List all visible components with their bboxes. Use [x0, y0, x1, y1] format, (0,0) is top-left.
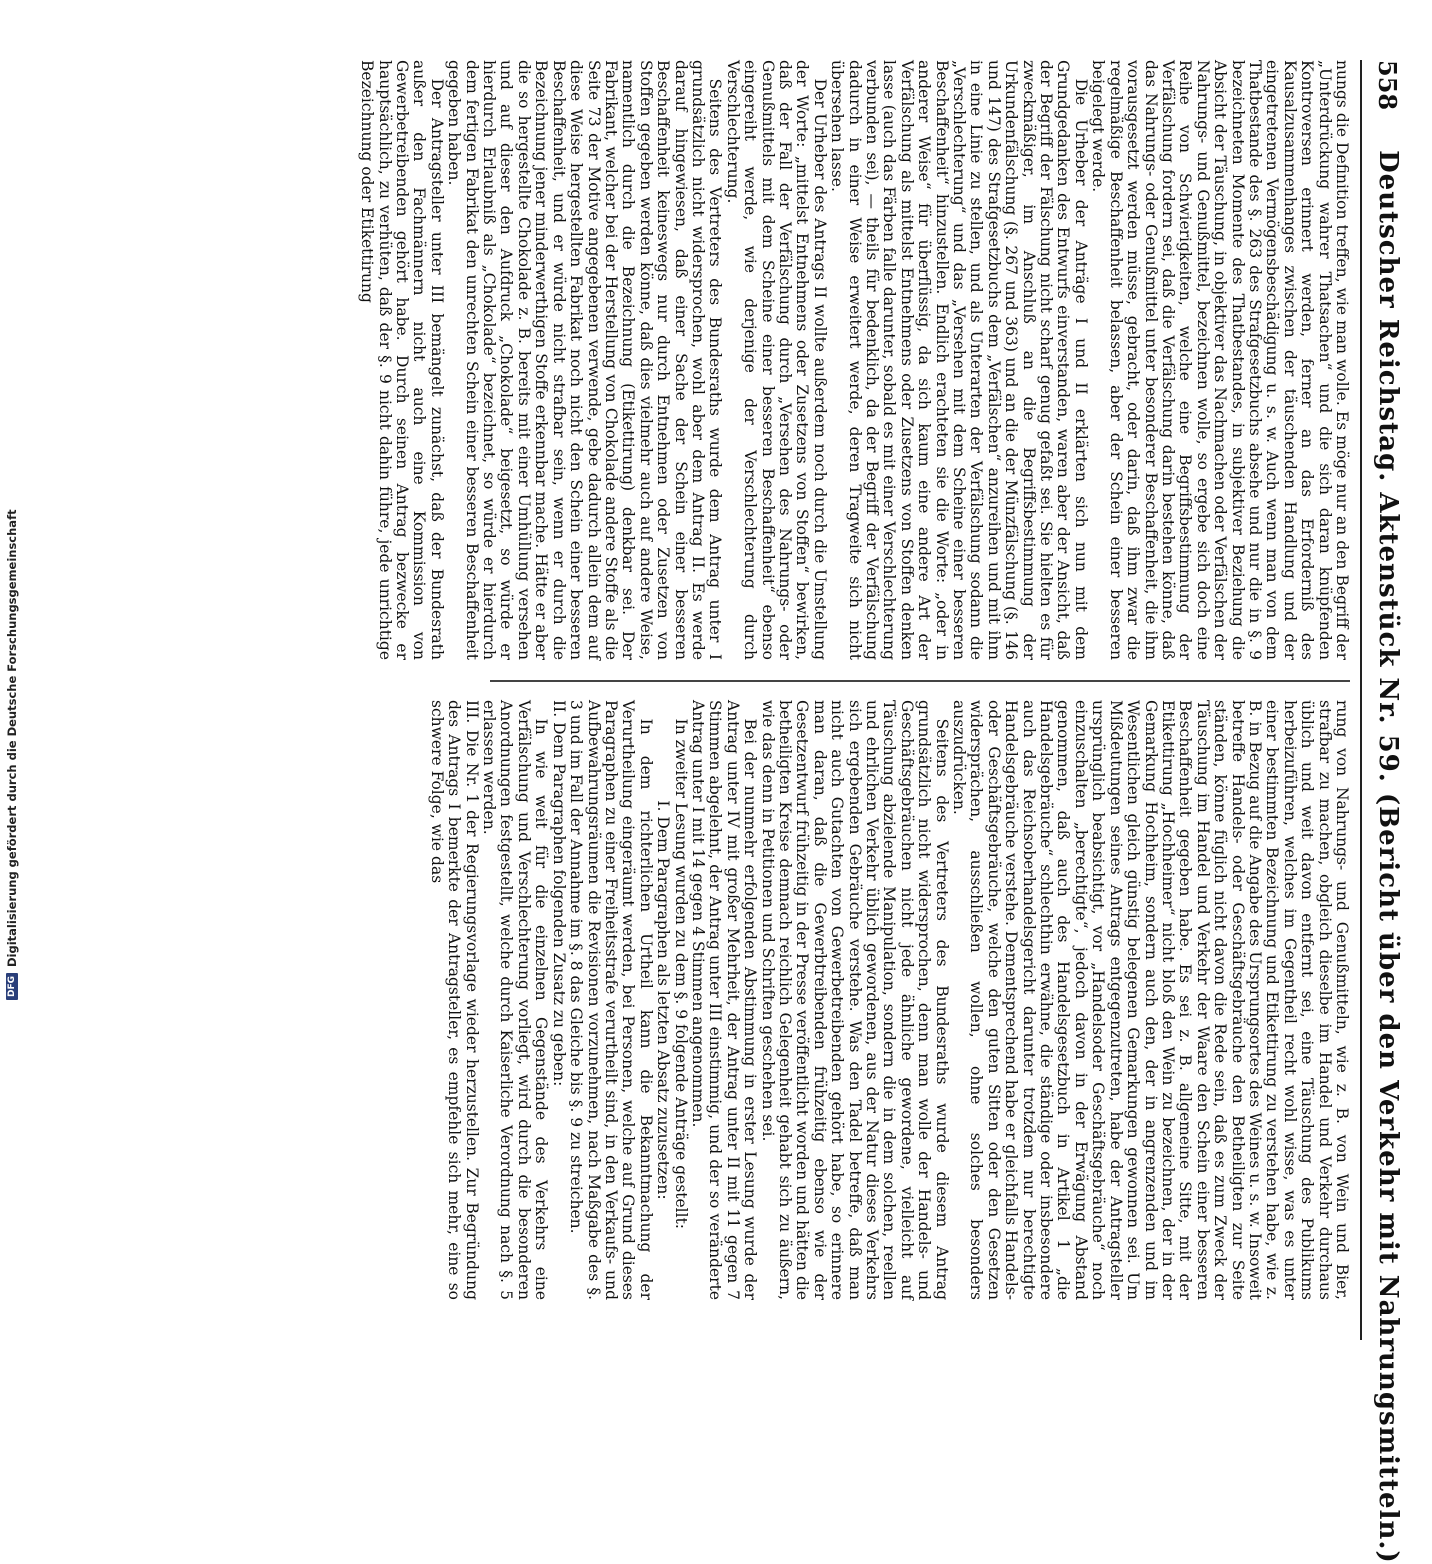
running-head	[1366, 60, 1410, 1564]
right-column	[427, 700, 1351, 1300]
page-sheet	[358, 20, 1420, 1564]
paragraph: In zweiter Lesung wurden zu dem §. 9 folgende Anträge gestellt:	[671, 718, 690, 1230]
paragraph: In dem richterlichen Urtheil kann die Bekanntmachung der Verurtheilung eingeräumt werden, bei Personen, welche auf Grund dieses Paragraphen zu einer Freiheitsstrafe verurtheilt sind, in den Verkaufs- und Aufbewahrungsräumen die Revisionen vorzunehmen, nach Maßgabe des §. 3 und im Fall der Annahme im §. 8 das Gleiche bis §. 9 zu streichen.	[567, 700, 655, 1300]
dfg-logo: DFG	[6, 973, 18, 1000]
paragraph: Seitens des Vertreters des Bundesraths wurde diesem Antrag grundsätzlich nicht widersprochen, denn man wolle der Handels- und Geschäftsgebräuchen nicht jede ähnliche gewordene, vielleicht auf Täuschung abzielende Manipulation, sondern die in dem solchen, reellen und ehrlichen Verkehr üblich gewordenen, aus der Natur dieses Verkehrs sich ergebenden Gebräuche verstehe. Was den Tadel betreffe, daß man nicht auch Gutachten von Gewerbetreibenden gehört habe, so erinnere man daran, daß die Gewerbtreibenden frühzeitig ebenso wie der Gesetzentwurf frühzeitig in der Presse veröffentlicht worden und hätten die betheiligten Kreise demnach reichlich Gelegenheit gehabt sich zu äußern, wie das denn in Petitionen und Schriften geschehen sei.	[758, 700, 951, 1300]
paragraph: III. Die Nr. 1 der Regierungsvorlage wieder herzustellen. Zur Begründung des Antrags I bemerkte der Antragsteller, es empfehle sich mehr, eine so schwere Folge, wie das	[427, 700, 481, 1300]
paragraph: Seitens des Vertreters des Bundesraths wurde dem Antrag unter I grundsätzlich nicht widersprochen, wohl aber dem Antrag II. Es werde darauf hingewiesen, daß einer Sache der Schein einer besseren Beschaffenheit keineswegs nur durch Entnehmen oder Zusetzen von Stoffen gegeben werden könne, daß dies vielmehr auch auf andere Weise, namentlich durch die Bezeichnung (Etikettirung) denkbar sei. Der Fabrikant, welcher bei der Herstellung von Chokolade andere Stoffe als die Seite 73 der Motive angegebenen verwende, gebe dadurch allein dem auf diese Weise hergestellten Fabrikat noch nicht den Schein einer besseren Beschaffenheit, und er würde nicht strafbar sein, wenn er durch die Bezeichnung jener minderwerthigen Stoffe erkennbar mache. Hätte er aber die so hergestellte Chokolade z. B. bereits mit einer Umhüllung versehen und auf dieser den Aufdruck „Chokolade“ beigesetzt, so würde er hierdurch Erlaubniß als „Chokolade“ bezeichnet, so würde er hierdurch dem fertigen Fabrikat den unrechten Schein einer besseren Beschaffenheit gegeben haben.	[445, 60, 725, 660]
header-rule	[1360, 60, 1362, 1340]
paragraph: In wie weit für die einzelnen Gegenstände des Verkehrs eine Verfälschung und Verschlechterung vorliegt, wird durch die besonderen Anordnungen festgestellt, welche durch Kaiserliche Verordnung nach §. 5 erlassen werden.	[480, 700, 551, 1300]
paragraph: Die Urheber der Anträge I und II erklärten sich nun mit dem Grundgedanken des Entwurfs einverstanden, waren aber der Ansicht, daß der Begriff der Fälschung nicht scharf genug gefaßt sei. Sie hielten es für zweckmäßiger, im Anschluß an die Begriffsbestimmung der Urkundenfälschung (§. 267 und 363) und an die der Münzfälschung (§. 146 und 147) des Strafgesetzbuchs dem „Verfälschen“ anzureihen und mit ihm in eine Linie zu stellen, und als Unterarten der Verfälschung sodann die „Verschlechterung“ und das „Versehen mit dem Scheine einer besseren Beschaffenheit“ hinzustellen. Endlich erachteten sie die Worte: „oder in anderer Weise“ für überflüssig, da sich kaum eine andere Art der Verfälschung als mittelst Entnehmens oder Zusetzens von Stoffen denken lasse (auch das Färben falle darunter, sobald es mit einer Verschlechterung verbunden sei), — theils für bedenklich, da der Begriff der Verfälschung dadurch in einer Weise erweitert werde, deren Tragweite sich nicht übersehen lasse.	[828, 60, 1090, 660]
scanned-page	[80, 20, 1420, 1564]
column-divider	[490, 680, 1350, 682]
motion-heading: II. Dem Paragraphen folgenden Zusatz zu geben:	[549, 700, 568, 1087]
running-title: Deutscher Reichstag. Aktenstück Nr. 59. (Bericht über den Verkehr mit Nahrungsmitteln.)	[1373, 150, 1403, 1564]
page-number: 558	[1373, 60, 1403, 111]
paragraph: Der Antragsteller unter III bemängelt zunächst, daß der Bundesrath außer den Fachmännern nicht auch eine Kommission von Gewerbetreibenden gehört habe. Durch seinen Antrag bezwecke er hauptsächlich, zu verhüten, daß der §. 9 nicht dahin führe, jede unrichtige Bezeichnung oder Etikettirung	[358, 60, 446, 660]
left-column	[358, 60, 1351, 660]
paragraph: rung von Nahrungs- und Genußmitteln, wie z. B. von Wein und Bier, strafbar zu machen, obgleich dieselbe im Handel und Verkehr durchaus üblich und weit davon entfernt sei, eine Täuschung des Publikums herbeizuführen, welches im Gegentheil recht wohl wisse, was es unter einer bestimmten Bezeichnung und Etikettirung zu verstehen habe, wie z. B. in Bezug auf die Angabe des Ursprungsortes des Weines u. s. w. Insoweit betreffe Handels- oder Geschäftsgebräuche den Betheiligten zur Seite ständen, könne füglich nicht davon die Rede sein, daß es zum Zweck der Täuschung im Handel und Verkehr der Waare den Schein einer besseren Beschaffenheit gegeben habe. Es sei z. B. allgemeine Sitte, mit der Etikettirung „Hochheimer“ nicht bloß den Wein zu bezeichnen, der in der Gemarkung Hochheim, sondern auch den, der in angrenzenden und im Wesentlichen gleich günstig belegenen Gemarkungen gewonnen sei. Um Mißdeutungen seines Antrags entgegenzutreten, habe der Antragsteller ursprünglich beabsichtigt, vor „Handelsoder Geschäftsgebräuche“ noch einzuschalten „berechtigte“, jedoch davon in der Erwägung Abstand genommen, daß auch des Handelsgesetzbuch in Artikel 1 „die Handelsgebräuche“ schlechthin erwähne, die ständige oder insbesondere auch das Reichsoberhandelsgericht darunter trotzdem nur berechtigte Handelsgebräuche verstehe. Dementsprechend habe er gleichfalls Handels- oder Geschäftsgebräuche, welche den guten Sitten oder den Gesetzen widersprächen, ausschließen wollen, ohne solches besonders auszudrücken.	[950, 700, 1351, 1300]
digitization-credit	[2, 400, 22, 1000]
motion-heading: I. Dem Paragraphen als letzten Absatz zuzusetzen:	[654, 800, 673, 1200]
paragraph: Der Urheber des Antrags II wollte außerdem noch durch die Umstellung der Worte: „mittelst Entnehmens oder Zusetzens von Stoffen“ bewirken, daß der Fall der Verfälschung durch „Versehen des Nahrungs- oder Genußmittels mit dem Scheine einer besseren Beschaffenheit“ ebenso eingereiht werde, wie derjenige der Verschlechterung durch Verschlechterung.	[723, 60, 829, 660]
paragraph: Bei der nunmehr erfolgenden Abstimmung in erster Lesung wurde der Antrag unter IV mit großer Mehrheit, der Antrag unter II mit 11 gegen 7 Stimmen abgelehnt, der Antrag unter III einstimmig, und der so veränderte Antrag unter I mit 14 gegen 4 Stimmen angenommen.	[688, 700, 760, 1300]
credit-text: Digitalisierung gefördert durch die Deutsche Forschungsgemeinschaft	[5, 509, 19, 967]
paragraph: nungs die Definition treffen, wie man wolle. Es möge nur an den Begriff der „Unterdrückung wahrer Thatsachen“ und die sich daran knüpfenden Kontroversen erinnert werden, ferner an das Erforderniß des Kausalzusammenhanges zwischen der täuschenden Handlung und der eingetretenen Vermögensbeschädigung u. s. w. Auch wenn man von dem Thatbestande des §. 263 des Strafgesetzbuchs absehe und nur die in §. 9 bezeichneten Momente des Thatbestandes, in subjektiver Beziehung die Absicht der Täuschung, in objektiver das Nachmachen oder Verfälschen der Nahrungs- und Genußmittel, bezeichnen wolle, so ergebe sich doch eine Reihe von Schwierigkeiten, welche eine Begriffsbestimmung der Verfälschung fordern sei, daß die Verfälschung darin bestehen könne, daß das Nahrungs- oder Genußmittel unter besonderer Beschaffenheit, die ihm vorausgesetzt werden müsse, gebracht, oder darin, daß ihm zwar die regelmäßige Beschaffenheit belassen, aber der Schein einer besseren beigelegt werde.	[1089, 60, 1351, 660]
